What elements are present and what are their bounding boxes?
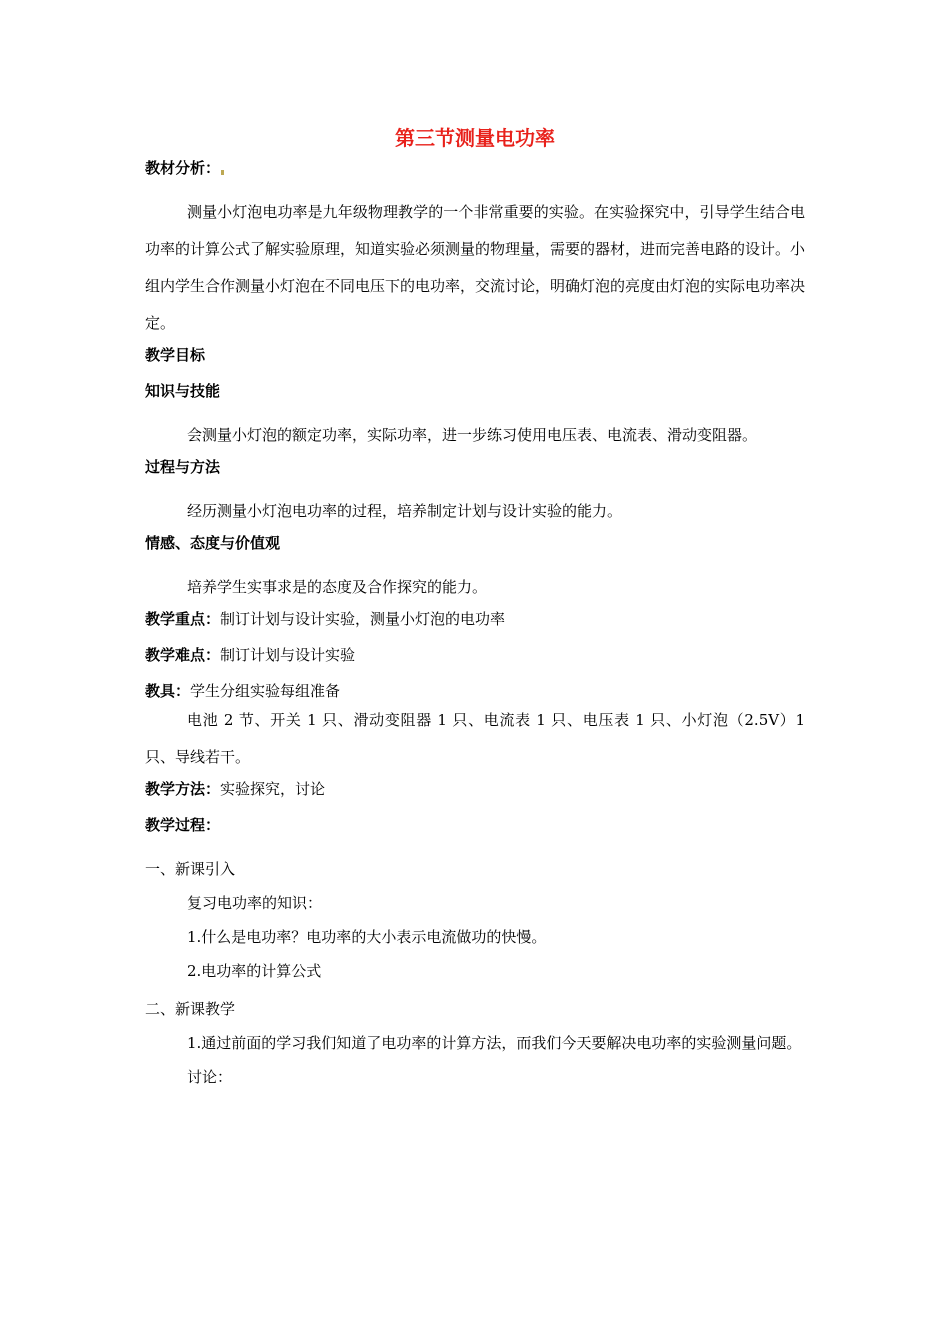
review-line: 复习电功率的知识：: [187, 894, 323, 912]
part2-heading: 二、新课教学: [145, 1000, 236, 1018]
key-point-line: 教学重点：制订计划与设计实验，测量小灯泡的电功率: [145, 610, 506, 628]
goals-heading: 教学目标: [145, 346, 206, 364]
method-line: 教学方法：实验探究，讨论: [145, 780, 326, 798]
process-heading: 教学过程：: [145, 816, 221, 834]
tools-line: 教具：学生分组实验每组准备: [145, 682, 341, 700]
knowledge-paragraph: 会测量小灯泡的额定功率，实际功率，进一步练习使用电压表、电流表、滑动变阻器。: [187, 426, 758, 444]
difficulty-line: 教学难点：制订计划与设计实验: [145, 646, 356, 664]
process-method-paragraph: 经历测量小灯泡电功率的过程，培养制定计划与设计实验的能力。: [187, 502, 623, 520]
review-item-1: 1.什么是电功率？电功率的大小表示电流做功的快慢。: [187, 928, 547, 946]
page-title: 第三节测量电功率: [395, 126, 555, 150]
attitude-heading: 情感、态度与价值观: [145, 534, 281, 552]
part1-heading: 一、新课引入: [145, 860, 236, 878]
tools-list: 电池 2 节、开关 1 只、滑动变阻器 1 只、电流表 1 只、电压表 1 只、小灯泡（2.5V）1 只、导线若干。: [145, 711, 805, 766]
document-body: [145, 158, 805, 1093]
process-method-heading: 过程与方法: [145, 458, 221, 476]
mark-icon: [221, 170, 224, 175]
review-item-2: 2.电功率的计算公式: [187, 962, 322, 980]
analysis-paragraph: 测量小灯泡电功率是九年级物理教学的一个非常重要的实验。在实验探究中，引导学生结合电功率的计算公式了解实验原理，知道实验必须测量的物理量，需要的器材，进而完善电路的设计。小组内学生合作测量小灯泡在不同电压下的电功率，交流讨论，明确灯泡的亮度由灯泡的实际电功率决定。: [145, 203, 806, 332]
teach-paragraph-1: 1.通过前面的学习我们知道了电功率的计算方法，而我们今天要解决电功率的实验测量问题。: [187, 1034, 802, 1052]
discuss-line: 讨论：: [187, 1068, 233, 1086]
attitude-paragraph: 培养学生实事求是的态度及合作探究的能力。: [187, 578, 488, 596]
knowledge-heading: 知识与技能: [145, 382, 221, 400]
analysis-heading: 教材分析：: [145, 158, 805, 179]
